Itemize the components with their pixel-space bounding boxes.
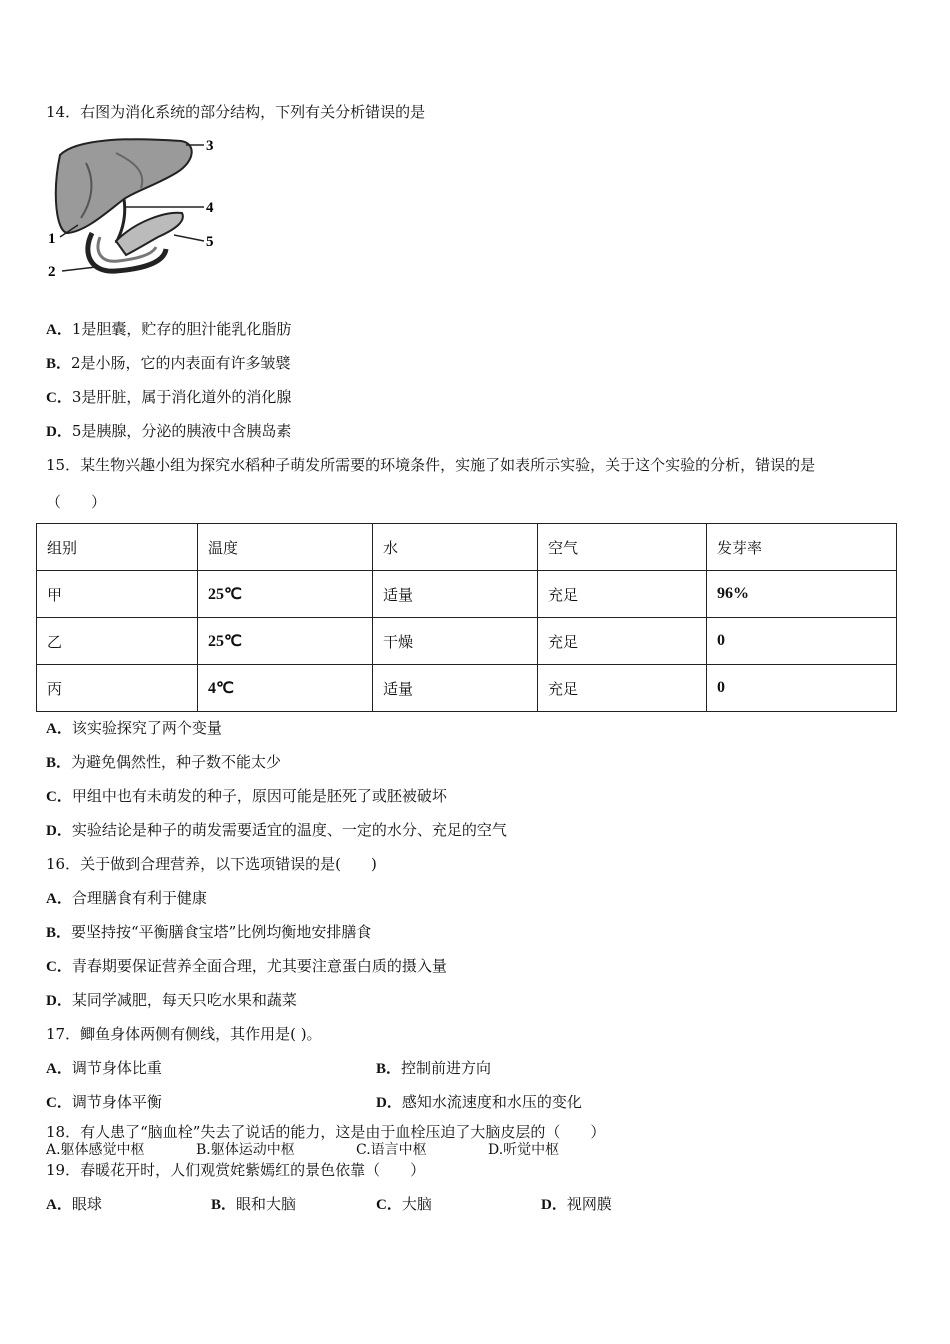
pancreas-shape	[116, 213, 183, 255]
q15-option-a[interactable]: A．该实验探究了两个变量	[46, 719, 222, 737]
table-header-row	[37, 524, 897, 571]
q14-option-b[interactable]: B．2是小肠，它的内表面有许多皱襞	[46, 354, 291, 372]
table-cell: 丙	[37, 665, 198, 712]
table-cell: 干燥	[373, 618, 538, 665]
q15-option-c[interactable]: C．甲组中也有未萌发的种子，原因可能是胚死了或胚被破坏	[46, 787, 447, 805]
table-cell: 充足	[538, 571, 707, 618]
table-header: 组别	[37, 524, 198, 571]
q18-option-d[interactable]: D.听觉中枢	[488, 1142, 560, 1158]
q14-option-c[interactable]: C．3是肝脏，属于消化道外的消化腺	[46, 388, 292, 406]
q19-option-b[interactable]: B．眼和大脑	[211, 1195, 297, 1213]
q17-option-a[interactable]: A．调节身体比重	[46, 1059, 162, 1077]
figure-label-2: 2	[48, 264, 56, 280]
q16-option-a[interactable]: A．合理膳食有利于健康	[46, 889, 207, 907]
q17-option-d[interactable]: D．感知水流速度和水压的变化	[376, 1093, 582, 1111]
figure-label-4: 4	[206, 200, 214, 216]
table-cell: 25℃	[198, 571, 373, 618]
q14-option-d[interactable]: D．5是胰腺，分泌的胰液中含胰岛素	[46, 422, 292, 440]
q14-stem: 14．右图为消化系统的部分结构，下列有关分析错误的是	[46, 103, 426, 121]
q16-option-c[interactable]: C．青春期要保证营养全面合理，尤其要注意蛋白质的摄入量	[46, 957, 447, 975]
table-cell: 0	[707, 665, 897, 712]
q18-option-c[interactable]: C.语言中枢	[356, 1142, 427, 1158]
table-row	[37, 665, 897, 712]
table-cell: 适量	[373, 665, 538, 712]
q17-stem: 17．鲫鱼身体两侧有侧线，其作用是( )。	[46, 1025, 322, 1043]
table-cell: 0	[707, 618, 897, 665]
q15-option-d[interactable]: D．实验结论是种子的萌发需要适宜的温度、一定的水分、充足的空气	[46, 821, 507, 839]
q19-stem: 19．春暖花开时，人们观赏姹紫嫣红的景色依靠（ ）	[46, 1161, 426, 1179]
table-cell: 25℃	[198, 618, 373, 665]
q17-option-c[interactable]: C．调节身体平衡	[46, 1093, 162, 1111]
table-row	[37, 571, 897, 618]
table-row	[37, 618, 897, 665]
figure-label-3: 3	[206, 138, 214, 154]
table-cell: 适量	[373, 571, 538, 618]
q16-option-b[interactable]: B．要坚持按“平衡膳食宝塔”比例均衡地安排膳食	[46, 923, 372, 941]
q14-option-a[interactable]: A．1是胆囊，贮存的胆汁能乳化脂肪	[46, 320, 292, 338]
q16-stem: 16．关于做到合理营养，以下选项错误的是( )	[46, 855, 377, 873]
digestive-system-figure	[46, 133, 226, 283]
q15-stem-paren: （ ）	[46, 493, 107, 511]
q18-option-a[interactable]: A.躯体感觉中枢	[46, 1142, 145, 1158]
q19-option-a[interactable]: A．眼球	[46, 1195, 102, 1213]
table-header: 空气	[538, 524, 707, 571]
table-cell: 乙	[37, 618, 198, 665]
table-cell: 4℃	[198, 665, 373, 712]
q17-option-b[interactable]: B．控制前进方向	[376, 1059, 492, 1077]
q15-stem: 15．某生物兴趣小组为探究水稻种子萌发所需要的环境条件，实施了如表所示实验，关于这个实验的分析，错误的是	[46, 456, 816, 474]
table-header: 水	[373, 524, 538, 571]
q16-option-d[interactable]: D．某同学减肥，每天只吃水果和蔬菜	[46, 991, 297, 1009]
q15-option-b[interactable]: B．为避免偶然性，种子数不能太少	[46, 753, 282, 771]
table-header: 温度	[198, 524, 373, 571]
experiment-table	[36, 523, 897, 712]
figure-label-1: 1	[48, 231, 56, 247]
q18-option-b[interactable]: B.躯体运动中枢	[196, 1142, 295, 1158]
q18-stem: 18．有人患了“脑血栓”失去了说话的能力，这是由于血栓压迫了大脑皮层的（ ）	[46, 1123, 606, 1141]
q19-option-d[interactable]: D．视网膜	[541, 1195, 612, 1213]
table-cell: 充足	[538, 618, 707, 665]
table-cell: 甲	[37, 571, 198, 618]
table-header: 发芽率	[707, 524, 897, 571]
q19-option-c[interactable]: C．大脑	[376, 1195, 432, 1213]
figure-label-5: 5	[206, 234, 214, 250]
table-cell: 96%	[707, 571, 897, 618]
table-cell: 充足	[538, 665, 707, 712]
